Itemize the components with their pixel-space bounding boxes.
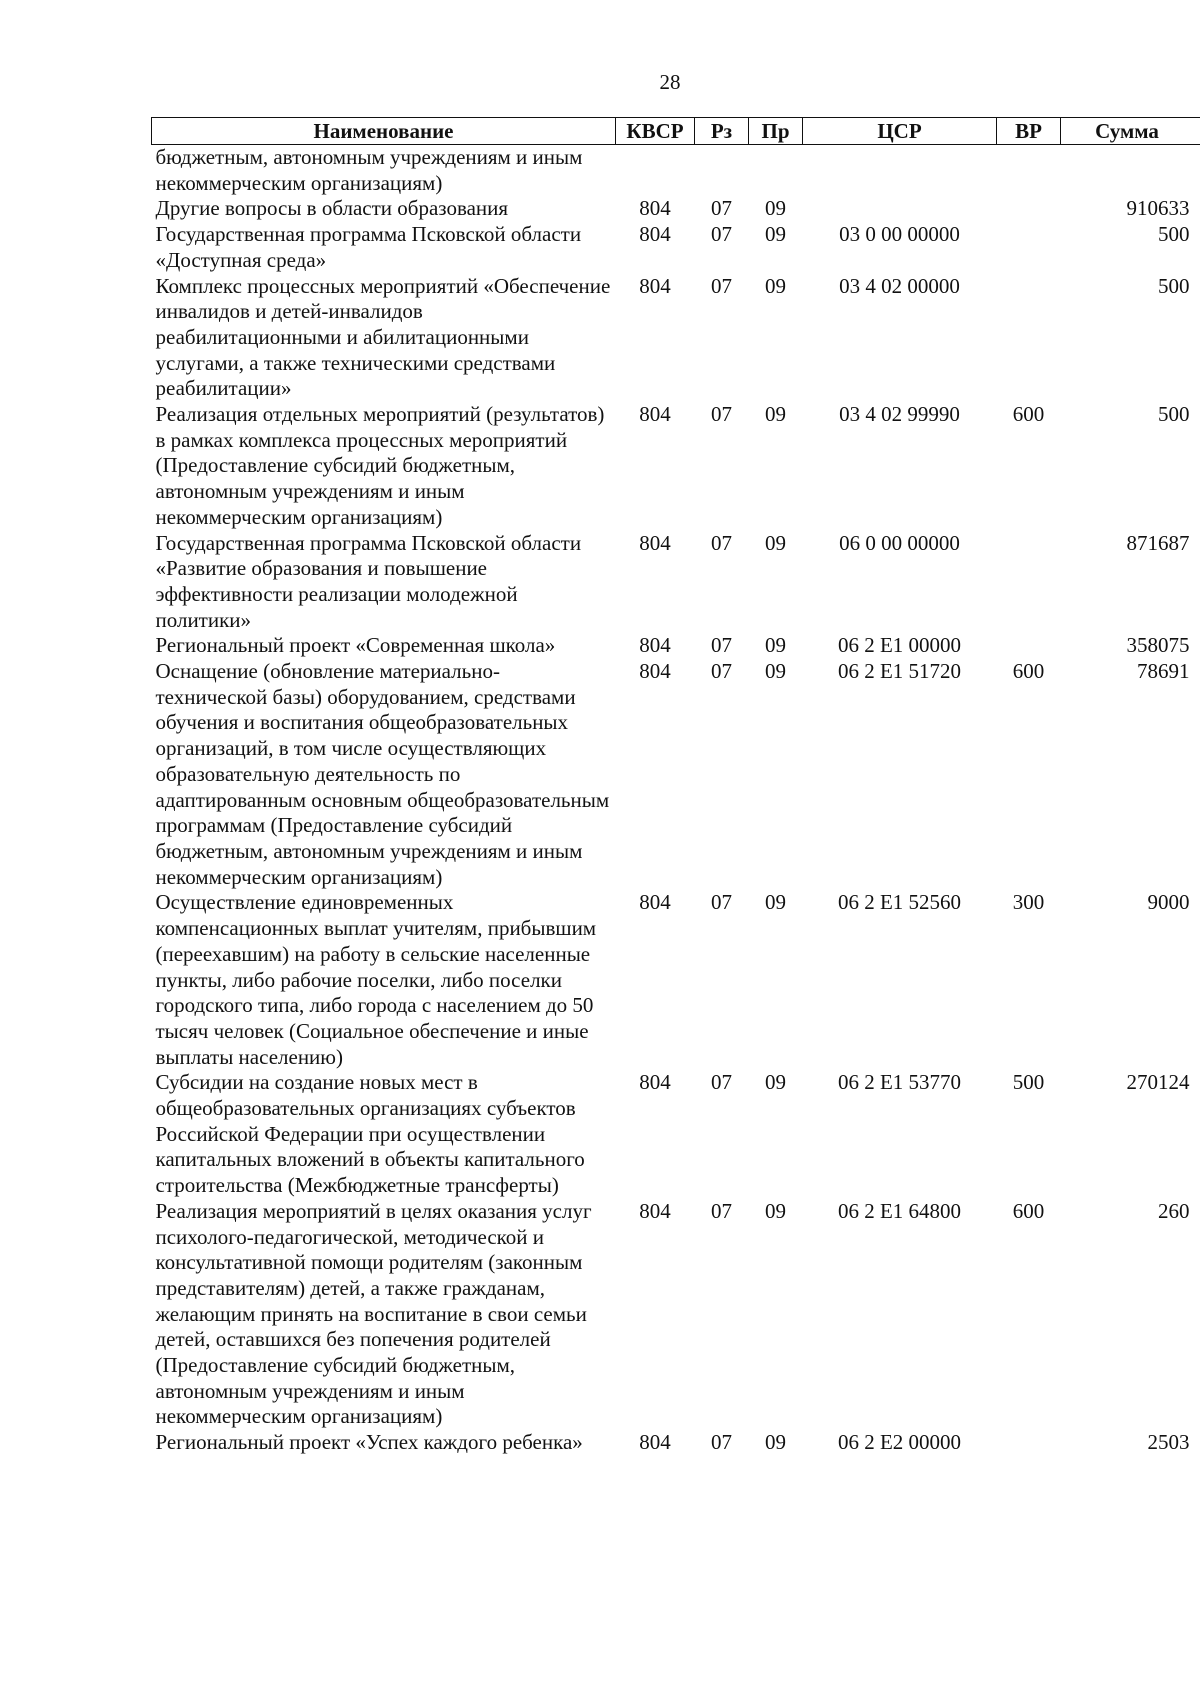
table-row (152, 531, 1200, 634)
row-sum: 500 (1158, 402, 1190, 427)
row-rz: 07 (711, 1070, 732, 1095)
row-csr: 06 2 E1 53770 (837, 1070, 962, 1095)
row-name: Региональный проект «Успех каждого ребенка» (155, 1430, 583, 1455)
row-csr (803, 196, 997, 222)
row-pr: 09 (765, 890, 786, 915)
row-rz: 07 (711, 1198, 732, 1223)
row-name: Субсидии на создание новых мест в общеобразовательных организациях субъектов Российской Федерации при осуществлении капитальных вложений в объекты капитального строительства (Межбюджетные трансферты) (155, 1070, 585, 1198)
row-vr (997, 633, 1061, 659)
header-name: Наименование (152, 118, 616, 145)
row-rz: 07 (711, 222, 732, 247)
row-vr (997, 145, 1061, 197)
row-kvsr: 804 (639, 1430, 671, 1455)
row-vr (997, 274, 1061, 403)
table-row (152, 633, 1200, 659)
row-csr: 03 4 02 00000 (839, 273, 960, 298)
row-name: бюджетным, автономным учреждениям и иным некоммерческим организациям) (155, 145, 583, 195)
row-csr: 06 0 00 00000 (839, 530, 960, 555)
row-kvsr: 804 (639, 196, 671, 221)
row-rz: 07 (711, 402, 732, 427)
row-pr: 09 (765, 1198, 786, 1223)
row-kvsr (616, 145, 695, 197)
row-vr (997, 196, 1061, 222)
row-sum: 871687 (1126, 530, 1190, 555)
row-kvsr: 804 (639, 633, 671, 658)
header-csr: ЦСР (803, 118, 997, 145)
table-row (152, 145, 1200, 197)
row-name: Осуществление единовременных компенсационных выплат учителям, прибывшим (переехавшим) на работу в сельские населенные пункты, либо рабочие поселки, либо поселки городского типа, либо города с населением до 50 тысяч человек (Социальное обеспечение и иные выплаты населению) (155, 890, 597, 1069)
row-rz: 07 (711, 659, 732, 684)
row-sum: 9000 (1147, 890, 1190, 915)
table-row (152, 1430, 1200, 1456)
row-kvsr: 804 (639, 890, 671, 915)
row-rz: 07 (711, 1430, 732, 1455)
row-sum: 500 (1158, 273, 1190, 298)
row-pr: 09 (765, 196, 786, 221)
row-kvsr: 804 (639, 530, 671, 555)
row-name: Комплекс процессных мероприятий «Обеспечение инвалидов и детей-инвалидов реабилитационными и абилитационными услугами, а также техническими средствами реабилитации» (155, 273, 611, 401)
row-csr: 06 2 E1 52560 (837, 890, 962, 915)
page-number: 28 (659, 70, 681, 94)
row-csr: 03 0 00 00000 (839, 222, 960, 247)
table-row (152, 1199, 1200, 1430)
row-pr: 09 (765, 273, 786, 298)
row-rz: 07 (711, 890, 732, 915)
row-vr: 500 (1012, 1070, 1045, 1095)
table-row (152, 196, 1200, 222)
table-row (152, 222, 1200, 273)
row-pr: 09 (765, 633, 786, 658)
row-pr: 09 (765, 402, 786, 427)
header-kvsr: КВСР (616, 118, 695, 145)
row-vr: 600 (1012, 402, 1045, 427)
row-kvsr: 804 (639, 273, 671, 298)
row-vr (997, 222, 1061, 273)
row-csr: 06 2 E2 00000 (837, 1430, 962, 1455)
row-sum: 2503 (1147, 1430, 1190, 1455)
row-vr: 600 (1012, 1198, 1045, 1223)
row-rz: 07 (711, 196, 732, 221)
row-csr: 06 2 E1 00000 (837, 633, 962, 658)
row-csr: 03 4 02 99990 (839, 402, 960, 427)
table-row (152, 1070, 1200, 1199)
budget-table (151, 117, 1200, 1456)
row-vr: 600 (1012, 659, 1045, 684)
row-name: Реализация отдельных мероприятий (результатов) в рамках комплекса процессных мероприятий (Предоставление субсидий бюджетным, автономным учреждениям и иным некоммерческим организациям) (155, 402, 605, 529)
table-row (152, 274, 1200, 403)
header-pr: Пр (749, 118, 803, 145)
row-rz (695, 145, 749, 197)
row-rz: 07 (711, 530, 732, 555)
row-name: Реализация мероприятий в целях оказания услуг психолого-педагогической, методической и консультативной помощи родителям (законным представителям) детей, а также гражданам, желающим принять на воспитание в свои семьи детей, оставшихся без попечения родителей (Предоставление субсидий бюджетным, автономным учреждениям и иным некоммерческим организациям) (155, 1198, 592, 1429)
row-kvsr: 804 (639, 1070, 671, 1095)
row-sum: 910633 (1126, 196, 1190, 221)
row-name: Государственная программа Псковской области «Развитие образования и повышение эффективности реализации молодежной политики» (155, 530, 582, 632)
row-kvsr: 804 (639, 402, 671, 427)
table-row (152, 890, 1200, 1070)
row-sum: 358075 (1126, 633, 1190, 658)
table-row (152, 402, 1200, 531)
row-csr: 06 2 E1 51720 (837, 659, 962, 684)
header-rz: Рз (695, 118, 749, 145)
header-sum: Сумма (1061, 118, 1200, 145)
row-pr: 09 (765, 530, 786, 555)
row-sum: 270124 (1126, 1070, 1190, 1095)
row-pr: 09 (765, 659, 786, 684)
table-row (152, 659, 1200, 890)
row-vr (997, 531, 1061, 634)
row-pr (749, 145, 803, 197)
row-rz: 07 (711, 633, 732, 658)
row-name: Государственная программа Псковской области «Доступная среда» (155, 222, 582, 272)
row-sum (1061, 145, 1200, 197)
row-name: Другие вопросы в области образования (155, 196, 509, 221)
table-header-row (152, 118, 1200, 145)
row-pr: 09 (765, 1430, 786, 1455)
row-rz: 07 (711, 273, 732, 298)
header-vr: ВР (997, 118, 1061, 145)
row-name: Оснащение (обновление материально-технической базы) оборудованием, средствами обучения и воспитания общеобразовательных организаций, в том числе осуществляющих образовательную деятельность по адаптированным основным общеобразовательным программам (Предоставление субсидий бюджетным, автономным учреждениям и иным некоммерческим организациям) (155, 659, 610, 889)
row-pr: 09 (765, 1070, 786, 1095)
row-csr: 06 2 E1 64800 (837, 1198, 962, 1223)
row-vr (997, 1430, 1061, 1456)
row-csr (803, 145, 997, 197)
row-kvsr: 804 (639, 222, 671, 247)
row-sum: 500 (1158, 222, 1190, 247)
row-vr: 300 (1012, 890, 1045, 915)
row-kvsr: 804 (639, 659, 671, 684)
row-kvsr: 804 (639, 1198, 671, 1223)
row-name: Региональный проект «Современная школа» (155, 633, 556, 658)
row-pr: 09 (765, 222, 786, 247)
row-sum: 78691 (1137, 659, 1190, 684)
row-sum: 260 (1158, 1198, 1190, 1223)
